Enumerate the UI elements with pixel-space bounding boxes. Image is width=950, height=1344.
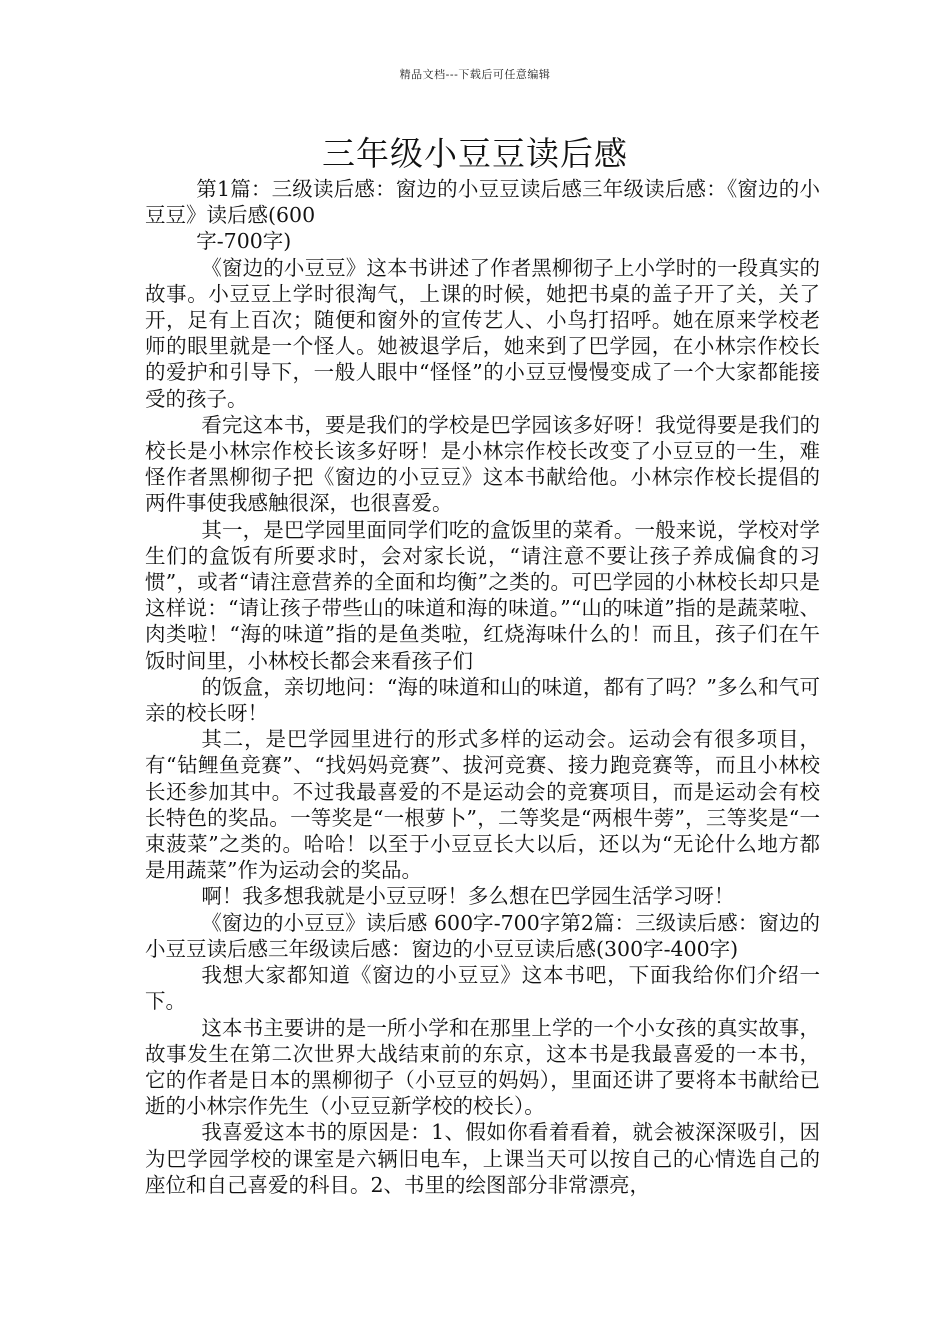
paragraph: 我想大家都知道《窗边的小豆豆》这本书吧，下面我给你们介绍一下。	[145, 963, 820, 1014]
paragraph: 其二，是巴学园里进行的形式多样的运动会。运动会有很多项目，有“钻鲤鱼竞赛”、“找妈妈竞赛”、拔河竞赛、接力跑竞赛等，而且小林校长还参加其中。不过我最喜爱的不是运动会的竞赛项目，而是运动会有校长特色的奖品。一等奖是“一根萝卜”，二等奖是“两根牛蒡”，三等奖是“一束菠菜”之类的。哈哈！以至于小豆豆长大以后，还以为“无论什么地方都是用蔬菜”作为运动会的奖品。	[145, 727, 820, 883]
paragraph: 字-700字)	[196, 229, 292, 254]
document-title: 三年级小豆豆读后感	[322, 134, 628, 173]
paragraph: 《窗边的小豆豆》这本书讲述了作者黑柳彻子上小学时的一段真实的故事。小豆豆上学时很淘气，上课的时候，她把书桌的盖子开了关，关了开，足有上百次；随便和窗外的宣传艺人、小鸟打招呼。她在原来学校老师的眼里就是一个怪人。她被退学后，她来到了巴学园，在小林宗作校长的爱护和引导下，一般人眼中“怪怪”的小豆豆慢慢变成了一个大家都能接受的孩子。	[145, 255, 820, 411]
paragraph: 我喜爱这本书的原因是：1、假如你看着看着，就会被深深吸引，因为巴学园学校的课室是六辆旧电车，上课当天可以按自己的心情选自己的座位和自己喜爱的科目。2、书里的绘图部分非常漂亮，	[145, 1120, 820, 1197]
paragraph: 其一，是巴学园里面同学们吃的盒饭里的菜肴。一般来说，学校对学生们的盒饭有所要求时，会对家长说，“请注意不要让孩子养成偏食的习惯”，或者“请注意营养的全面和均衡”之类的。可巴学园的小林校长却只是这样说：“请让孩子带些山的味道和海的味道。”“山的味道”指的是蔬菜啦、肉类啦！“海的味道”指的是鱼类啦，红烧海味什么的！而且，孩子们在午饭时间里，小林校长都会来看孩子们	[145, 517, 820, 673]
paragraph: 看完这本书，要是我们的学校是巴学园该多好呀！我觉得要是我们的校长是小林宗作校长该多好呀！是小林宗作校长改变了小豆豆的一生，难怪作者黑柳彻子把《窗边的小豆豆》这本书献给他。小林宗作校长提倡的两件事使我感触很深，也很喜爱。	[145, 412, 820, 516]
paragraph: 《窗边的小豆豆》读后感 600字-700字第2篇：三级读后感：窗边的小豆豆读后感三年级读后感：窗边的小豆豆读后感(300字-400字)	[145, 910, 820, 961]
paragraph: 这本书主要讲的是一所小学和在那里上学的一个小女孩的真实故事，故事发生在第二次世界大战结束前的东京，这本书是我最喜爱的一本书，它的作者是日本的黑柳彻子（小豆豆的妈妈），里面还讲了要将本书献给已逝的小林宗作先生（小豆豆新学校的校长）。	[145, 1015, 820, 1119]
paragraph: 啊！我多想我就是小豆豆呀！多么想在巴学园生活学习呀！	[201, 884, 735, 909]
paragraph: 的饭盒，亲切地问：“海的味道和山的味道，都有了吗？”多么和气可亲的校长呀！	[145, 674, 820, 726]
paragraph: 第1篇：三级读后感：窗边的小豆豆读后感三年级读后感：《窗边的小豆豆》读后感(600	[145, 177, 820, 228]
header-note: 精品文档---下载后可任意编辑	[399, 68, 551, 81]
document-body	[145, 176, 820, 1198]
